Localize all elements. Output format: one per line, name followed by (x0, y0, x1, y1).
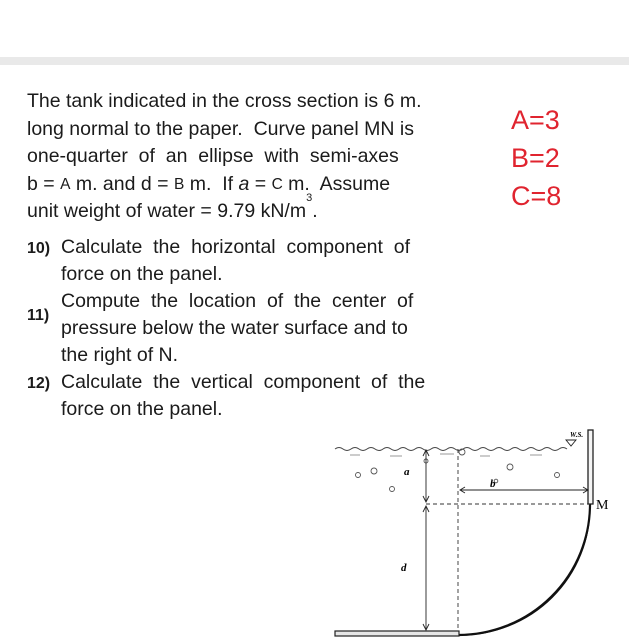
bubbles (356, 449, 560, 492)
problem-line: long normal to the paper. Curve panel MN is (27, 117, 414, 140)
water-ripples (350, 454, 542, 456)
question-text: Calculate the horizontal component of force on the panel. (61, 236, 411, 285)
answer-b: B=2 (511, 143, 560, 173)
problem-line: b = A m. and d = B m. If a = C m. Assume (27, 172, 391, 195)
section-divider (0, 57, 629, 65)
question-number: 11) (27, 307, 50, 324)
question-text: Compute the location of the center of pressure below the water surface and to the right of N. (61, 290, 414, 366)
answer-values (511, 101, 561, 215)
answer-c: C=8 (511, 181, 562, 211)
water-surface-label: W.S. (570, 431, 584, 439)
water-surface (335, 448, 567, 451)
water-surface-marker-icon (566, 440, 576, 446)
top-strip (0, 0, 629, 10)
problem-line: unit weight of water = 9.79 kN/m 3 . (27, 192, 318, 222)
tank-wall (588, 430, 593, 504)
tank-floor (335, 631, 459, 636)
problem-line: The tank indicated in the cross section is 6 m. (27, 90, 422, 112)
problem-line: one-quarter of an ellipse with semi-axes (27, 145, 399, 167)
label-b: b (490, 478, 496, 490)
tank-cross-section-diagram (330, 425, 620, 644)
answer-a: A=3 (511, 105, 560, 135)
question-number: 12) (27, 375, 51, 392)
question-number: 10) (27, 240, 51, 257)
question-text: Calculate the vertical component of the force on the panel. (61, 371, 426, 420)
label-m: M (596, 498, 609, 513)
problem-statement (27, 88, 423, 226)
label-a: a (404, 466, 410, 478)
label-d: d (401, 562, 407, 574)
curved-panel-mn (458, 504, 590, 635)
